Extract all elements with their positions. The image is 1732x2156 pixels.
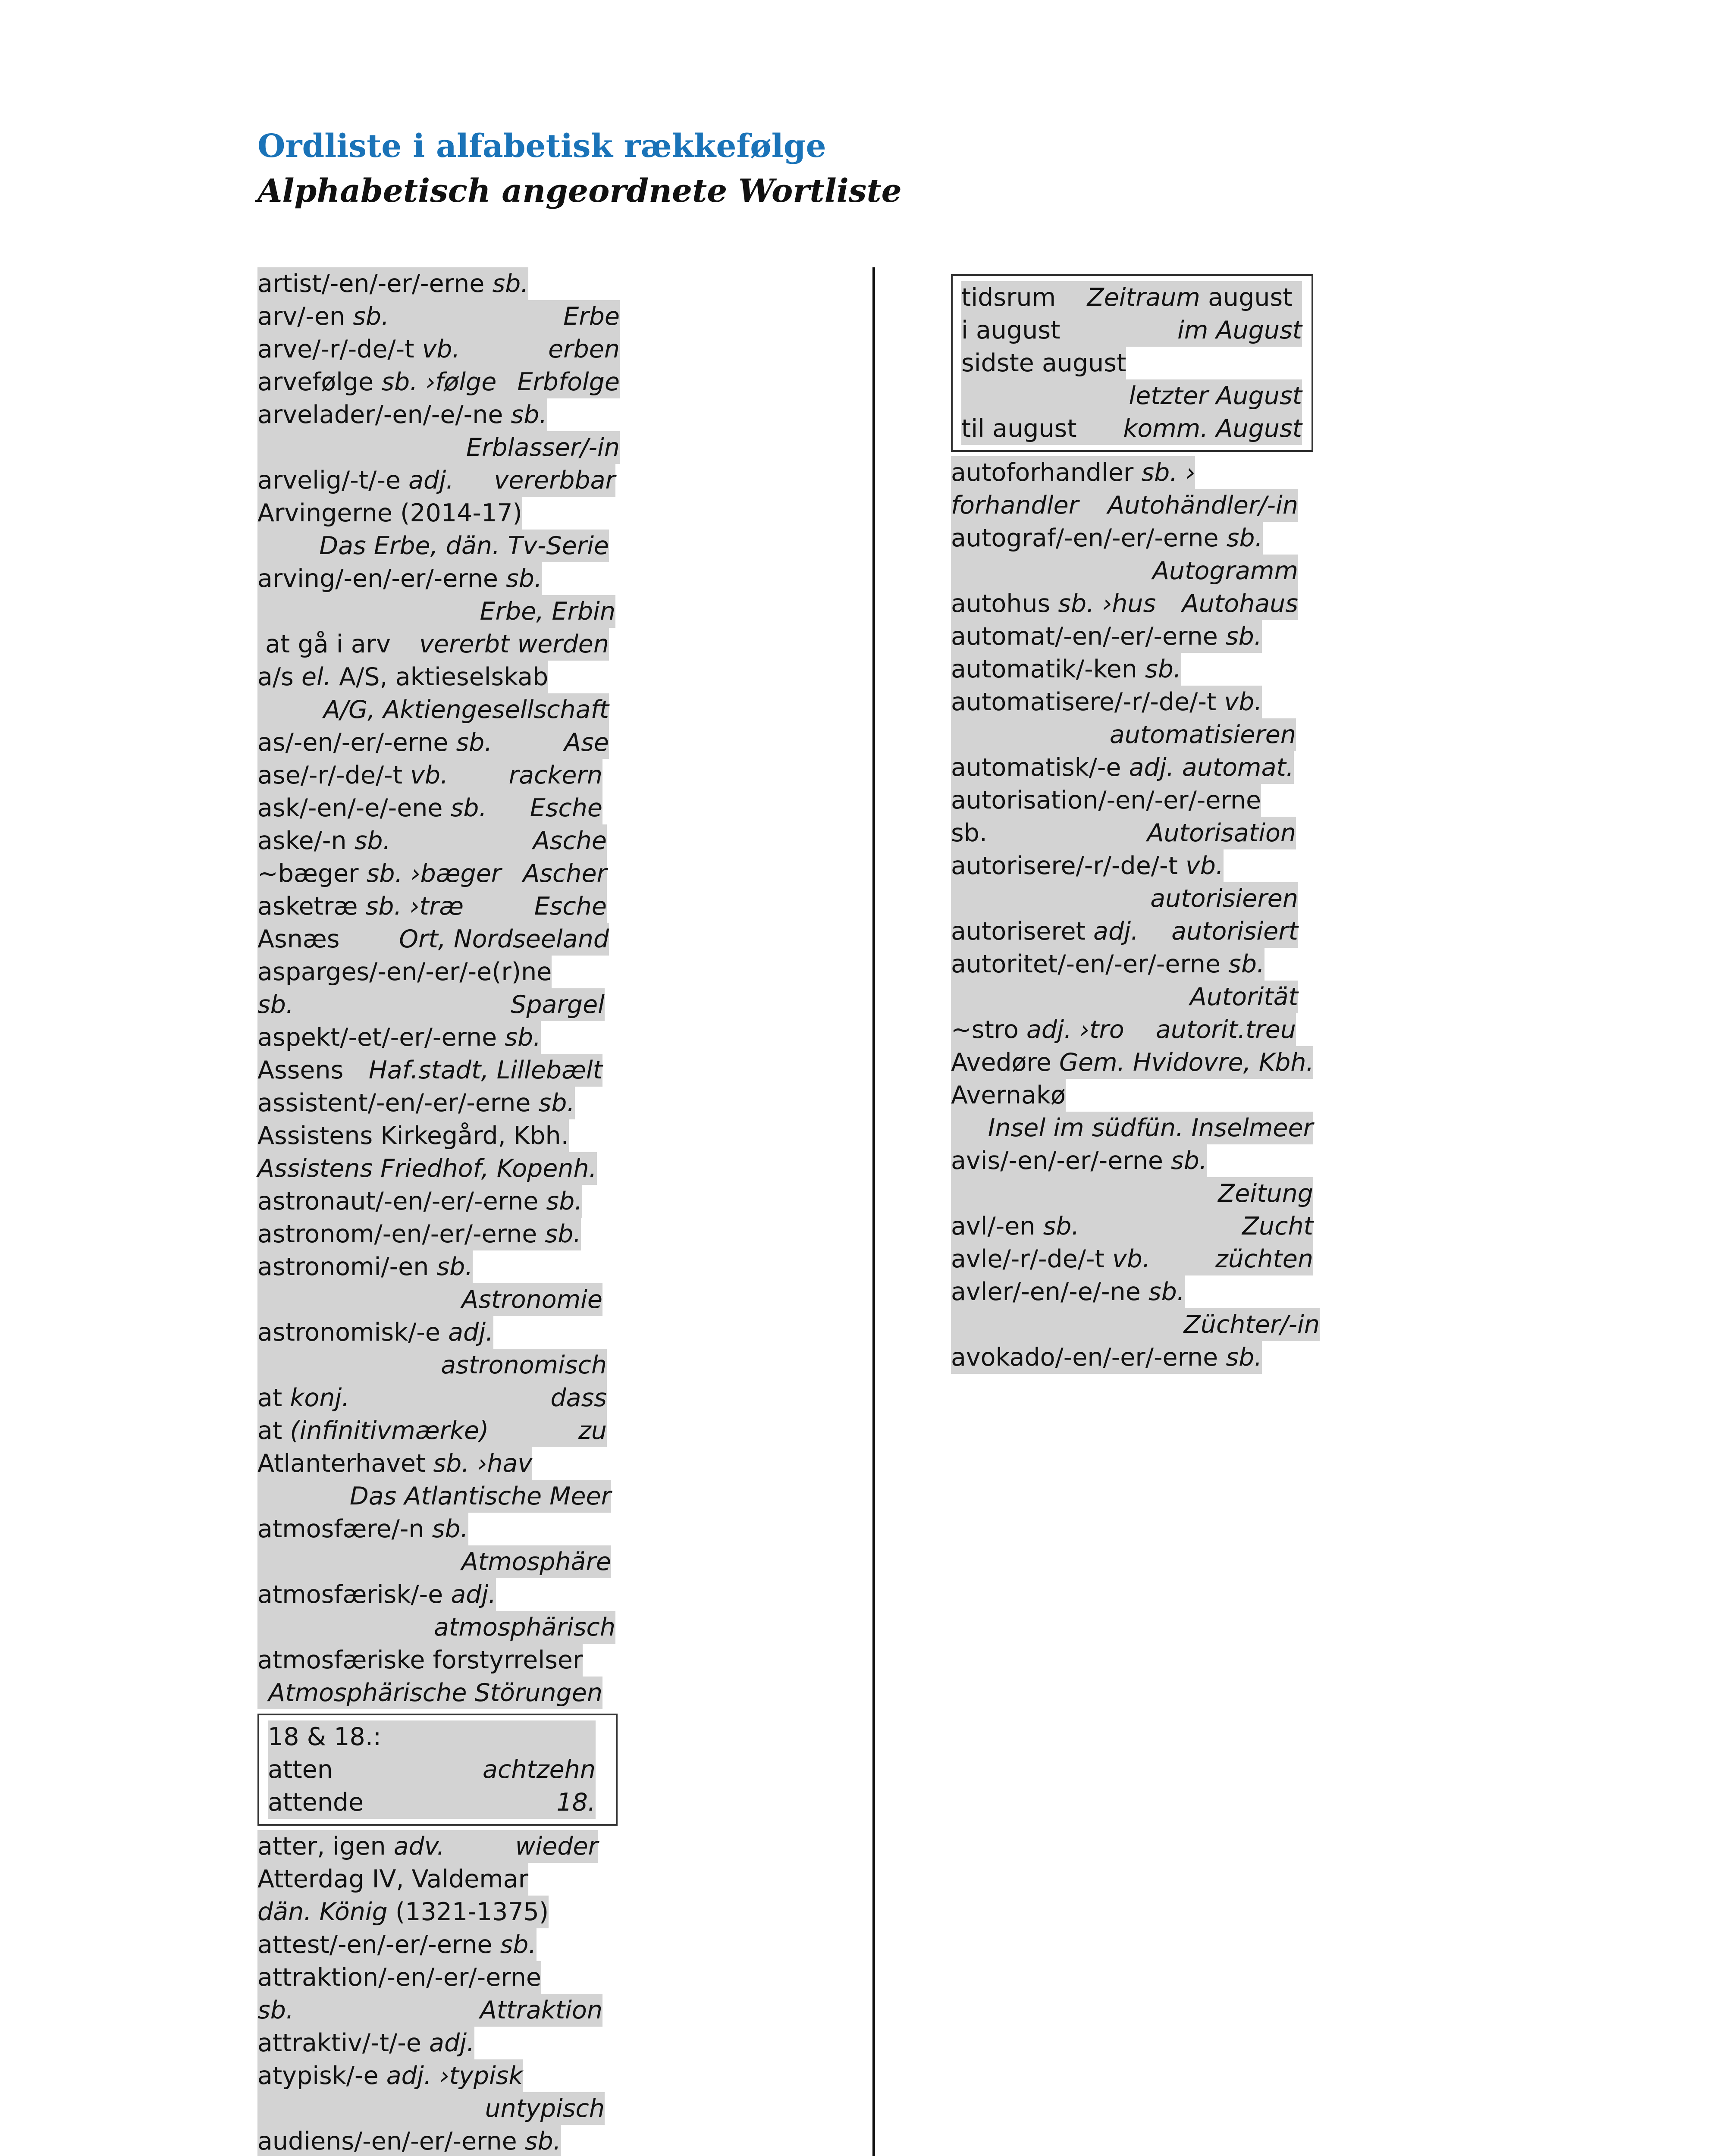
entry-atmosfaere: atmosfære/-n sb.	[257, 1513, 624, 1545]
entry-ask: ask/-en/-e/-ene sb. Esche	[257, 792, 624, 824]
entry-autorisation-de: sb. Autorisation	[951, 817, 1339, 849]
entry-avokado: avokado/-en/-er/-erne sb.	[951, 1341, 1339, 1374]
entry-asparges-de: sb. Spargel	[257, 988, 624, 1021]
right-column	[951, 274, 1339, 1374]
entry-atterdag-de: dän. König (1321-1375)	[257, 1896, 624, 1928]
box-heading: 18 & 18.:	[268, 1720, 607, 1753]
entry-arvelader: arvelader/-en/-e/-ne sb.	[257, 398, 624, 431]
entry-automatik: automatik/-ken sb.	[951, 653, 1339, 686]
box-atten: atten achtzehn	[268, 1753, 607, 1786]
entry-arvelig: arvelig/-t/-e adj. vererbbar	[257, 464, 624, 497]
entry-autoforhandler: autoforhandler sb. ›	[951, 456, 1339, 489]
entry-avl: avl/-en sb. Zucht	[951, 1210, 1339, 1243]
page-subtitle: Alphabetisch angeordnete Wortliste	[257, 172, 902, 210]
entry-atmosfaerisk: atmosfærisk/-e adj.	[257, 1578, 624, 1611]
entry-atterdag: Atterdag IV, Valdemar	[257, 1863, 624, 1896]
entry-atmosfaerisk-de: atmosphärisch	[257, 1611, 624, 1644]
entry-avler: avler/-en/-e/-ne sb.	[951, 1275, 1339, 1308]
august-box	[951, 274, 1313, 452]
entry-aske: aske/-n sb. Asche	[257, 824, 624, 857]
entry-astronomi: astronomi/-en sb.	[257, 1250, 624, 1283]
entry-automatisere: automatisere/-r/-de/-t vb.	[951, 686, 1339, 718]
entry-arving: arving/-en/-er/-erne sb.	[257, 562, 624, 595]
entry-arvelader-de: Erblasser/-in	[257, 431, 624, 464]
entry-autoritet: autoritet/-en/-er/-erne sb.	[951, 948, 1339, 981]
entry-astronomisk: astronomisk/-e adj.	[257, 1316, 624, 1349]
entry-autohus: autohus sb. ›hus Autohaus	[951, 587, 1339, 620]
number-box-18	[257, 1714, 618, 1826]
entry-baeger: ~bæger sb. ›bæger Ascher	[257, 857, 624, 890]
entry-atlanterhavet-de: Das Atlantische Meer	[257, 1480, 624, 1513]
entry-as-ase: as/-en/-er/-erne sb. Ase	[257, 726, 624, 759]
entry-arv: arv/-en sb. Erbe	[257, 300, 624, 333]
entry-attraktion-de: sb. Attraktion	[257, 1994, 624, 2027]
entry-astronomi-de: Astronomie	[257, 1283, 624, 1316]
entry-avernakoe: Avernakø	[951, 1079, 1339, 1112]
entry-astronom: astronom/-en/-er/-erne sb.	[257, 1218, 624, 1250]
entry-automatisere-de: automatisieren	[951, 718, 1339, 751]
entry-attraktion: attraktion/-en/-er/-erne	[257, 1961, 624, 1994]
entry-as: a/s el. A/S, aktieselskab	[257, 661, 624, 693]
entry-avis: avis/-en/-er/-erne sb.	[951, 1144, 1339, 1177]
box-i-august: i august im August	[961, 314, 1303, 347]
entry-autoriseret: autoriseret adj. autorisiert	[951, 915, 1339, 948]
box-tidsrum: tidsrum Zeitraum august	[961, 281, 1303, 314]
entry-astronomisk-de: astronomisch	[257, 1349, 624, 1382]
entry-atmosfaere-de: Atmosphäre	[257, 1545, 624, 1578]
entry-automat: automat/-en/-er/-erne sb.	[951, 620, 1339, 653]
box-til-august: til august komm. August	[961, 412, 1303, 445]
entry-avernakoe-de: Insel im südfün. Inselmeer	[951, 1112, 1339, 1144]
entry-at-gaa-i-arv: at gå i arv vererbt werden	[257, 628, 624, 661]
entry-autorisation: autorisation/-en/-er/-erne	[951, 784, 1339, 817]
box-attende: attende 18.	[268, 1786, 607, 1819]
box-sidste-august: sidste august	[961, 347, 1303, 379]
entry-asnaes: Asnæs Ort, Nordseeland	[257, 923, 624, 956]
entry-avis-de: Zeitung	[951, 1177, 1339, 1210]
entry-assistent: assistent/-en/-er/-erne sb.	[257, 1087, 624, 1119]
entry-atypisk: atypisk/-e adj. ›typisk	[257, 2059, 624, 2092]
entry-assens: Assens Haf.stadt, Lillebælt	[257, 1054, 624, 1087]
entry-at-inf: at (infinitivmærke) zu	[257, 1414, 624, 1447]
entry-attraktiv: attraktiv/-t/-e adj.	[257, 2027, 624, 2059]
entry-autograf-de: Autogramm	[951, 555, 1339, 587]
entry-autorisere: autorisere/-r/-de/-t vb.	[951, 849, 1339, 882]
entry-atmosfaeriske-de: Atmosphärische Störungen	[257, 1677, 624, 1709]
entry-artist: artist/-en/-er/-erne sb.	[257, 267, 624, 300]
entry-asketrae: asketræ sb. ›træ Esche	[257, 890, 624, 923]
entry-automatisk: automatisk/-e adj. automat.	[951, 751, 1339, 784]
entry-autoforhandler-de: forhandler Autohändler/-in	[951, 489, 1339, 522]
entry-atlanterhavet: Atlanterhavet sb. ›hav	[257, 1447, 624, 1480]
left-column	[257, 267, 624, 2156]
entry-arvingerne-de: Das Erbe, dän. Tv-Serie	[257, 530, 624, 562]
entry-autoritet-de: Autorität	[951, 981, 1339, 1013]
page-title: Ordliste i alfabetisk rækkefølge	[257, 128, 826, 165]
entry-at-konj: at konj. dass	[257, 1382, 624, 1414]
entry-assistens-de: Assistens Friedhof, Kopenh.	[257, 1152, 624, 1185]
entry-autoritetstro: ~stro adj. ›tro autorit.treu	[951, 1013, 1339, 1046]
entry-avedoere: Avedøre Gem. Hvidovre, Kbh.	[951, 1046, 1339, 1079]
entry-avle: avle/-r/-de/-t vb. züchten	[951, 1243, 1339, 1275]
entry-attest: attest/-en/-er/-erne sb.	[257, 1928, 624, 1961]
column-divider	[872, 267, 875, 2156]
entry-atmosfaeriske: atmosfæriske forstyrrelser	[257, 1644, 624, 1677]
entry-autograf: autograf/-en/-er/-erne sb.	[951, 522, 1339, 555]
entry-arve: arve/-r/-de/-t vb. erben	[257, 333, 624, 366]
entry-asparges: asparges/-en/-er/-e(r)ne	[257, 956, 624, 988]
entry-arving-de: Erbe, Erbin	[257, 595, 624, 628]
entry-assistens-kirkegaard: Assistens Kirkegård, Kbh.	[257, 1119, 624, 1152]
box-sidste-august-de: letzter August	[961, 379, 1303, 412]
entry-astronaut: astronaut/-en/-er/-erne sb.	[257, 1185, 624, 1218]
entry-arvingerne: Arvingerne (2014-17)	[257, 497, 624, 530]
entry-aspekt: aspekt/-et/-er/-erne sb.	[257, 1021, 624, 1054]
entry-arvefoelge: arvefølge sb. ›følge Erbfolge	[257, 366, 624, 398]
entry-avler-de: Züchter/-in	[951, 1308, 1339, 1341]
entry-atypisk-de: untypisch	[257, 2092, 624, 2125]
entry-ase: ase/-r/-de/-t vb. rackern	[257, 759, 624, 792]
entry-atter: atter, igen adv. wieder	[257, 1830, 624, 1863]
entry-autorisere-de: autorisieren	[951, 882, 1339, 915]
entry-as-de: A/G, Aktiengesellschaft	[257, 693, 624, 726]
entry-audiens: audiens/-en/-er/-erne sb.	[257, 2125, 624, 2156]
